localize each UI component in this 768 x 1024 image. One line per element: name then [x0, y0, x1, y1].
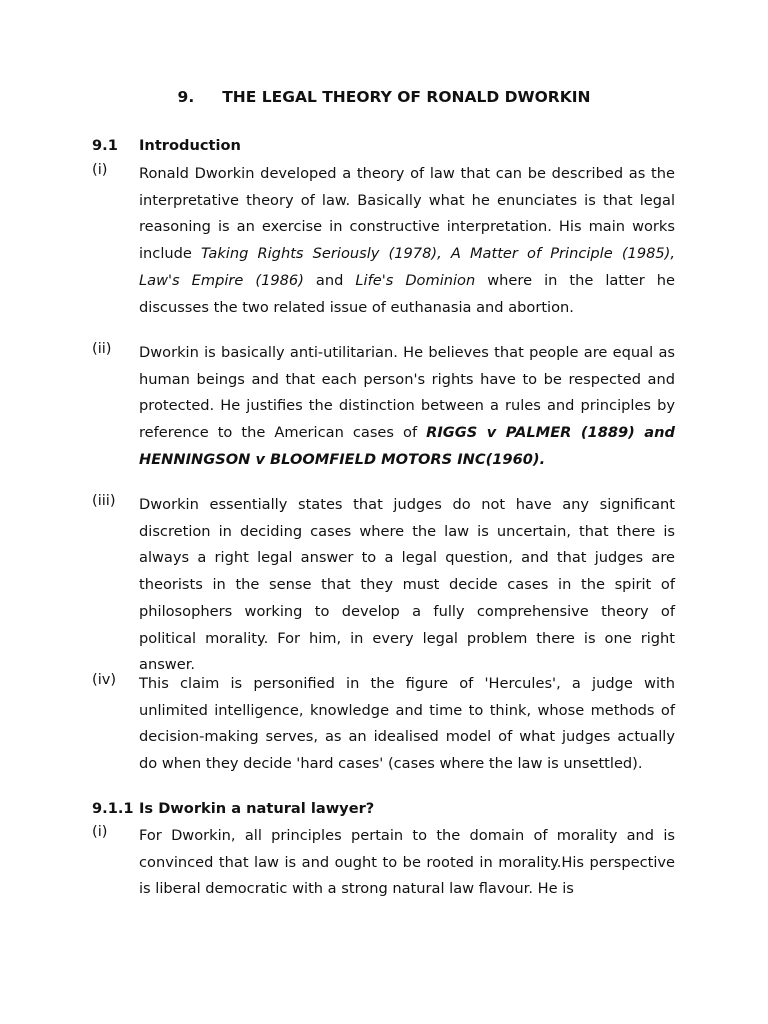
works-italic: Taking Rights Seriously (1978), A Matter of Principle (1985), Law's Empire (1986)	[139, 245, 676, 289]
case-citations: RIGGS v PALMER (1889) and HENNINGSON v BLOOMFIELD MOTORS INC(1960).	[139, 424, 675, 468]
chapter-number: 9.	[177, 88, 195, 106]
text-run: Ronald Dworkin developed a theory of law that can be described as the interpretative theory of law. Basically what he enunciates is that legal reasoning is an exercise in constructive interpretation. His main works include	[139, 165, 675, 263]
work-italic: Life's Dominion	[355, 271, 476, 289]
paragraph-label: (i)	[92, 161, 108, 178]
text-run: and	[303, 271, 356, 289]
paragraph-text: This claim is personified in the figure of 'Hercules', a judge with unlimited intelligence, knowledge and time to think, whose methods of decision-making serves, as an idealised model of what judges actually do when they decide 'hard cases' (cases where the law is unsettled).	[139, 675, 675, 773]
chapter-title	[0, 88, 768, 106]
paragraph-label: (iv)	[92, 671, 117, 688]
paragraph-text	[139, 340, 675, 474]
section-title: Is Dworkin a natural lawyer?	[139, 800, 375, 817]
section-title: Introduction	[139, 137, 241, 154]
paragraph-text	[139, 161, 675, 321]
paragraph-label: (ii)	[92, 340, 112, 357]
section-number: 9.1	[92, 137, 118, 154]
text-run: Dworkin is basically anti-utilitarian. He believes that people are equal as human beings and that each person's rights have to be respected and protected. He justifies the distinction between a rules and principles by reference to the American cases of	[139, 344, 675, 442]
text-run: where in the latter he discusses the two related issue of euthanasia and abortion.	[139, 271, 675, 316]
paragraph-text: For Dworkin, all principles pertain to the domain of morality and is convinced that law is and ought to be rooted in morality.His perspective is liberal democratic with a strong natural law flavour. He is	[139, 827, 675, 898]
paragraph-text: Dworkin essentially states that judges do not have any significant discretion in deciding cases where the law is uncertain, that there is always a right legal answer to a legal question, and that judges are theorists in the sense that they must decide cases in the spirit of philosophers working to develop a fully comprehensive theory of political morality. For him, in every legal problem there is one right answer.	[139, 496, 675, 674]
paragraph-label: (i)	[92, 823, 108, 840]
section-number: 9.1.1	[92, 800, 134, 817]
paragraph-label: (iii)	[92, 492, 116, 509]
chapter-title-text: THE LEGAL THEORY OF RONALD DWORKIN	[222, 88, 591, 106]
